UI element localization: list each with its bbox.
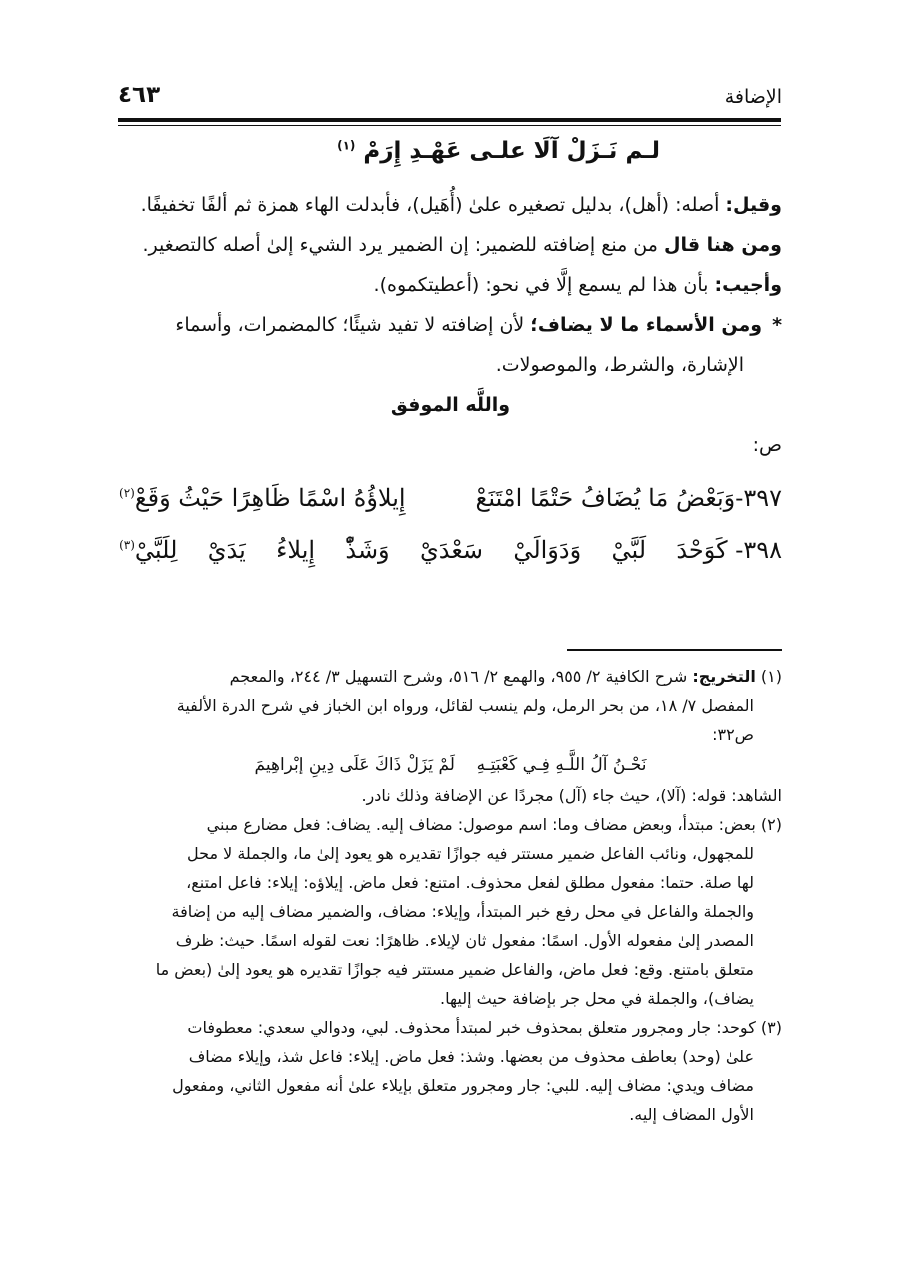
footnote-label: التخريج: — [692, 667, 756, 686]
paragraph-label: وأجيب: — [714, 274, 782, 296]
paragraph-label: ومن هنا قال — [663, 234, 782, 256]
header-rule-thick — [118, 118, 781, 122]
word: سَعْدَيْ — [419, 536, 484, 564]
running-header-title: الإضافة — [724, 86, 782, 108]
word-text: لِلَبَّيْ — [134, 536, 178, 564]
word: وَشَذّْ — [345, 536, 390, 564]
footnote-separator — [567, 649, 782, 651]
footnote-verse — [119, 749, 782, 781]
word: إِيلاءُ — [276, 536, 316, 564]
footnote-text: بعض: مبتدأ، وبعض مضاف وما: اسم موصول: مضاف إليه. يضاف: فعل مضارع مبني — [206, 815, 756, 834]
paragraph — [119, 265, 782, 305]
footnote-line: لها صلة. حتما: مفعول مطلق لفعل محذوف. امتنع: فعل ماض. إيلاؤه: إيلاء: فاعل امتنع، — [186, 873, 754, 892]
hemistich: نَحْـنُ آلُ اللَّـهِ فِـي كَعْبَتِـهِ — [476, 755, 647, 775]
poem — [119, 472, 782, 576]
word: لَبَّيْ — [611, 536, 647, 564]
quoted-verse — [337, 138, 660, 164]
footnote-marker: (٢) — [119, 486, 135, 500]
word: ٣٩٨- كَوَحْدَ — [676, 536, 782, 564]
quoted-verse-text: لـم نَـزَلْ آلَا علـى عَهْـدِ إِرَمْ — [363, 138, 660, 164]
paragraph — [119, 185, 782, 225]
footnote-text: كوحد: جار ومجرور متعلق بمحذوف خبر لمبتدأ محذوف. لبي، ودوالي سعدي: معطوفات — [187, 1018, 756, 1037]
hemistich: لَمْ يَزَلْ ذَاكَ عَلَى دِينِ إبْراهِيمَ — [254, 755, 455, 775]
paragraph-continuation: الإشارة، والشرط، والموصولات. — [495, 354, 744, 376]
word — [119, 536, 177, 564]
hemistich — [119, 484, 406, 512]
footnote-line: مضاف ويدي: مضاف إليه. للبي: جار ومجرور متعلق بإيلاء علىٰ أنه مفعول الثاني، ومفعول — [172, 1076, 754, 1095]
main-text — [119, 185, 782, 465]
paragraph-label: ومن الأسماء ما لا يضاف؛ — [530, 314, 763, 336]
asterisk-bullet: * — [772, 314, 782, 336]
footnote-marker: (٣) — [119, 538, 135, 552]
paragraph-text: بأن هذا لم يسمع إلَّا في نحو: (أعطيتكموه). — [373, 274, 715, 296]
paragraph — [119, 225, 782, 265]
footnote-line: علىٰ (وحد) بعاطف محذوف من بعضها. وشذ: فعل ماض. إيلاء: فاعل شذ، وإيلاء مضاف — [188, 1047, 754, 1066]
footnote — [119, 662, 782, 810]
footnote — [119, 810, 782, 1013]
footnote-witness: الشاهد: قوله: (آلا)، حيث جاء (آل) مجردًا عن الإضافة وذلك نادر. — [361, 786, 782, 805]
footnote-text: شرح الكافية ٢/ ٩٥٥، والهمع ٢/ ٥١٦، وشرح التسهيل ٣/ ٢٤٤، والمعجم — [229, 667, 693, 686]
footnotes — [119, 662, 782, 1129]
word: وَدَوَالَيْ — [513, 536, 582, 564]
footnote-line: الأول المضاف إليه. — [629, 1105, 754, 1124]
page-number: ٤٦٣ — [118, 82, 161, 108]
paragraph-label: وقيل: — [725, 194, 782, 216]
footnote-number: (٣) — [760, 1018, 782, 1037]
closing-phrase: واللَّه الموفق — [390, 394, 511, 416]
footnote-line: يضاف)، والجملة في محل جر بإضافة حيث إليها. — [440, 989, 754, 1008]
footnote-line — [119, 662, 782, 691]
footnote-line — [119, 1013, 782, 1042]
footnote-line: للمجهول، ونائب الفاعل ضمير مستتر فيه جوازًا تقديره هو يعود إلىٰ ما، والجملة لا محل — [187, 844, 754, 863]
footnote — [119, 1013, 782, 1129]
poem-line — [119, 524, 782, 576]
poem-label: ص: — [752, 434, 782, 456]
word: يَدَيْ — [207, 536, 246, 564]
paragraph-text: لأن إضافته لا تفيد شيئًا؛ كالمضمرات، وأسماء — [175, 314, 531, 336]
footnote-number: (١) — [760, 667, 782, 686]
footnote-marker: (١) — [337, 138, 356, 153]
hemistich-text: إِيلاؤُهُ اسْمًا ظَاهِرًا حَيْثُ وَقَعْ — [134, 484, 406, 512]
footnote-line: والجملة والفاعل في محل رفع خبر المبتدأ، وإيلاء: مضاف، والضمير مضاف إليه من إضافة — [171, 902, 754, 921]
paragraph-text: أصله: (أهل)، بدليل تصغيره علىٰ (أُهَيل)، فأبدلت الهاء همزة ثم ألفًا تخفيفًا. — [140, 194, 726, 216]
poem-line — [119, 472, 782, 524]
hemistich: ٣٩٧-وَبَعْضُ مَا يُضَافُ حَتْمًا امْتَنَعْ — [475, 484, 782, 512]
footnote-line: متعلق بامتنع. وقع: فعل ماض، والفاعل ضمير مستتر فيه جوازًا تقديره هو يعود إلىٰ (بعض ما — [155, 960, 754, 979]
footnote-line: المصدر إلىٰ مفعوله الأول. اسمًا: مفعول ثان لإيلاء. ظاهرًا: نعت لقوله اسمًا. حيث: ظرف — [175, 931, 754, 950]
paragraph-text: من منع إضافته للضمير: إن الضمير يرد الشيء إلىٰ أصله كالتصغير. — [142, 234, 664, 256]
footnote-number: (٢) — [760, 815, 782, 834]
footnote-line: ص٣٢: — [712, 725, 754, 744]
header-rule-thin — [118, 125, 781, 126]
paragraph — [119, 305, 782, 345]
footnote-line — [119, 810, 782, 839]
footnote-line: المفصل ٧/ ١٨، من بحر الرمل، ولم ينسب لقائل، ورواه ابن الخباز في شرح الدرة الألفية — [176, 696, 754, 715]
